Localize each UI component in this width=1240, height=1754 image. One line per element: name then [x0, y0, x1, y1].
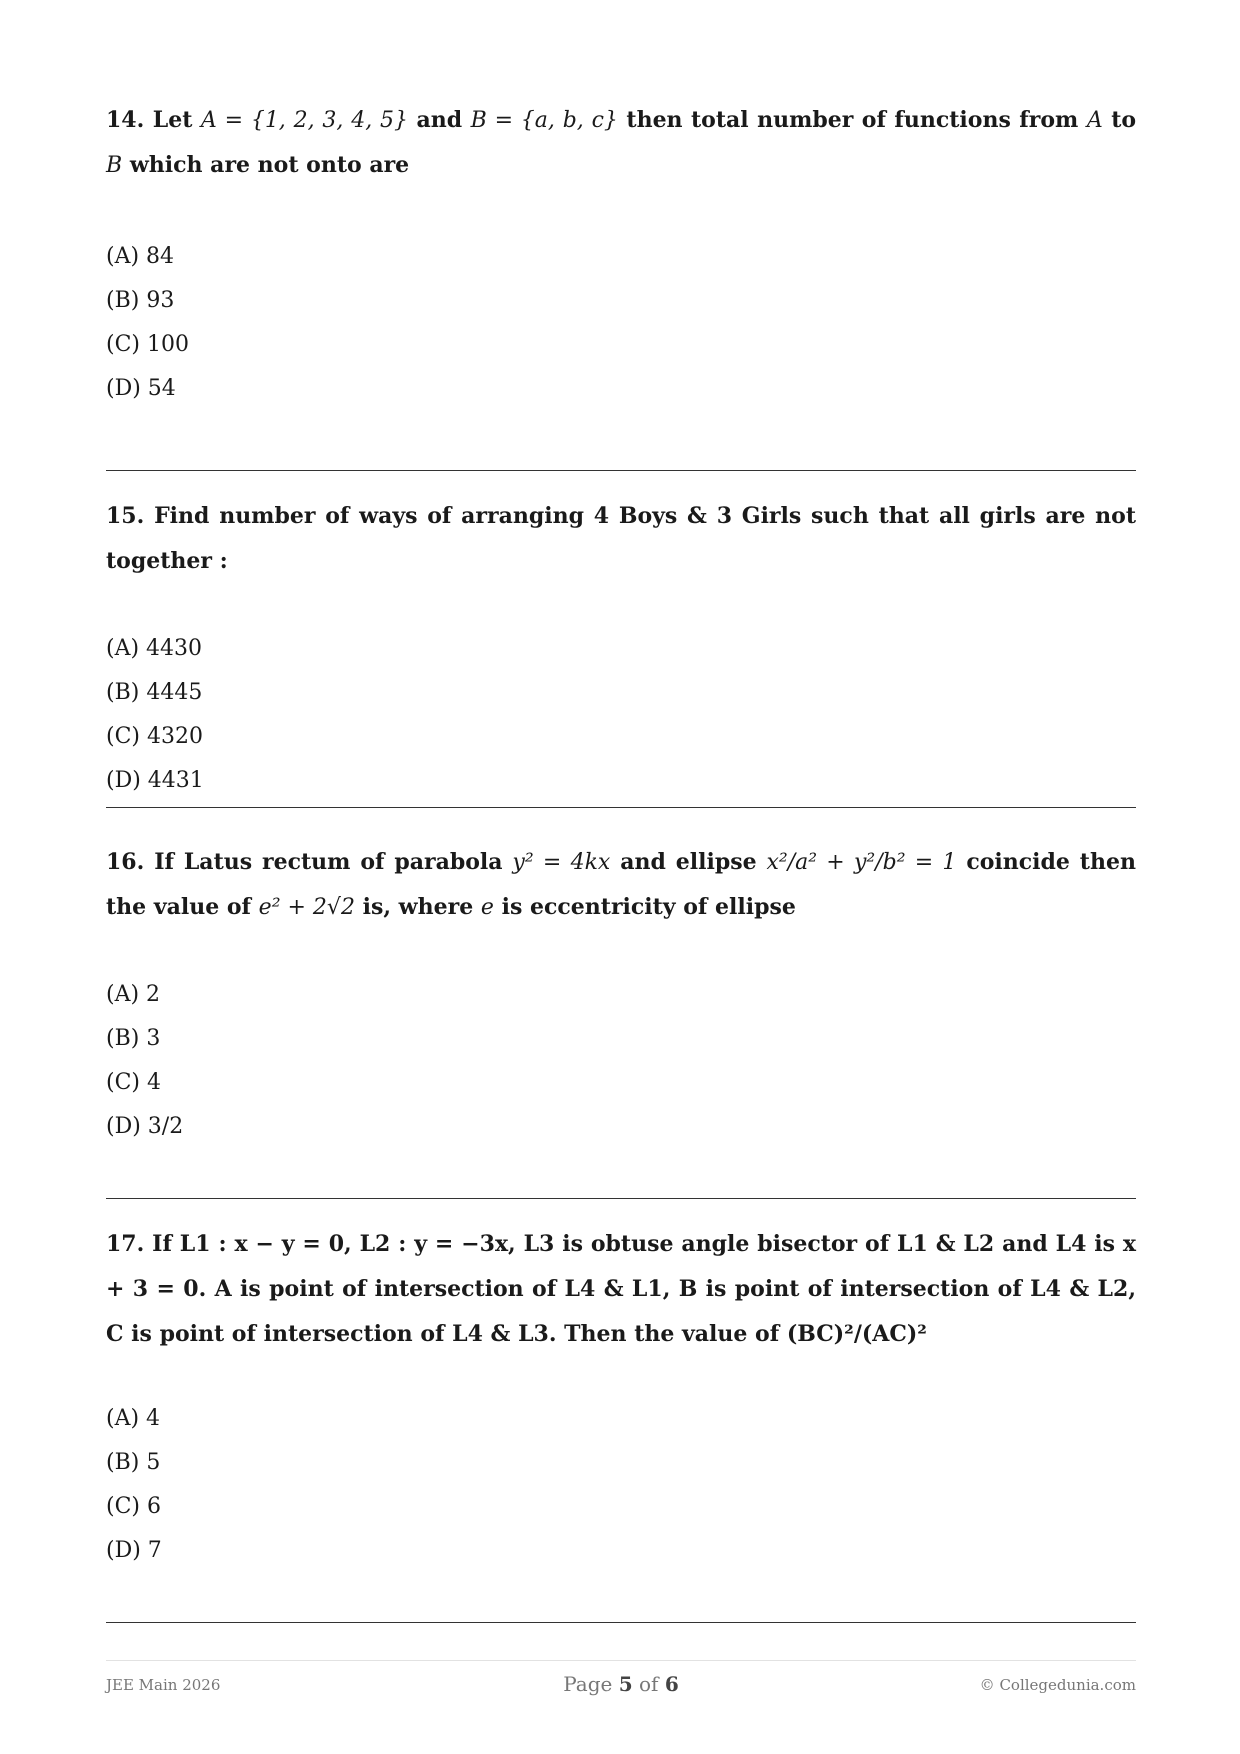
footer-divider [106, 1660, 1136, 1661]
question-text: 16. If Latus rectum of parabola y² = 4kx and ellipse x²/a² + y²/b² = 1 coincide then the value of e² + 2√2 is, where e is eccentricity of ellipse [106, 849, 1136, 920]
divider [106, 807, 1136, 808]
question-15 [106, 494, 1136, 803]
math-expression: e² + 2√2 [258, 895, 355, 920]
options-list [106, 627, 1136, 803]
question-14 [106, 98, 1136, 411]
option-d[interactable]: (D) 3/2 [106, 1114, 184, 1139]
question-text: 14. Let A = {1, 2, 3, 4, 5} and B = {a, b, c} then total number of functions from A to B which are not onto are [106, 107, 1137, 178]
options-list [106, 1397, 1136, 1573]
question-17 [106, 1222, 1136, 1573]
option-a[interactable]: (A) 2 [106, 982, 161, 1007]
option-d[interactable]: (D) 4431 [106, 768, 204, 793]
option-c[interactable]: (C) 4320 [106, 724, 203, 749]
question-text: 17. If L1 : x − y = 0, L2 : y = −3x, L3 is obtuse angle bisector of L1 & L2 and L4 is x + 3 = 0. A is point of intersection of L4 & L1, B is point of intersection of L4 & L2, C is point of intersection of L4 & L3. Then the value of (BC)²/(AC)² [106, 1231, 1136, 1347]
divider [106, 1622, 1136, 1623]
option-a[interactable]: (A) 84 [106, 244, 175, 269]
math-set-b: B = {a, b, c} [470, 108, 618, 133]
option-c[interactable]: (C) 100 [106, 332, 189, 357]
page-number: Page 5 of 6 [563, 1672, 679, 1696]
option-c[interactable]: (C) 6 [106, 1494, 161, 1519]
math-ellipse: x²/a² + y²/b² = 1 [766, 850, 957, 875]
option-c[interactable]: (C) 4 [106, 1070, 161, 1095]
options-list [106, 973, 1136, 1149]
question-16 [106, 840, 1136, 1149]
question-text: 15. Find number of ways of arranging 4 Boys & 3 Girls such that all girls are not together : [106, 503, 1136, 574]
exam-name: JEE Main 2026 [106, 1676, 221, 1694]
option-d[interactable]: (D) 54 [106, 376, 176, 401]
page-footer [106, 1672, 1136, 1702]
option-b[interactable]: (B) 93 [106, 288, 175, 313]
math-set-a: A = {1, 2, 3, 4, 5} [200, 108, 408, 133]
options-list [106, 235, 1136, 411]
option-a[interactable]: (A) 4 [106, 1406, 161, 1431]
option-b[interactable]: (B) 5 [106, 1450, 161, 1475]
divider [106, 1198, 1136, 1199]
divider [106, 470, 1136, 471]
option-b[interactable]: (B) 3 [106, 1026, 161, 1051]
document-page [106, 0, 1136, 1754]
copyright: © Collegedunia.com [979, 1676, 1136, 1694]
option-d[interactable]: (D) 7 [106, 1538, 162, 1563]
option-b[interactable]: (B) 4445 [106, 680, 203, 705]
option-a[interactable]: (A) 4430 [106, 636, 203, 661]
math-parabola: y² = 4kx [512, 850, 611, 875]
